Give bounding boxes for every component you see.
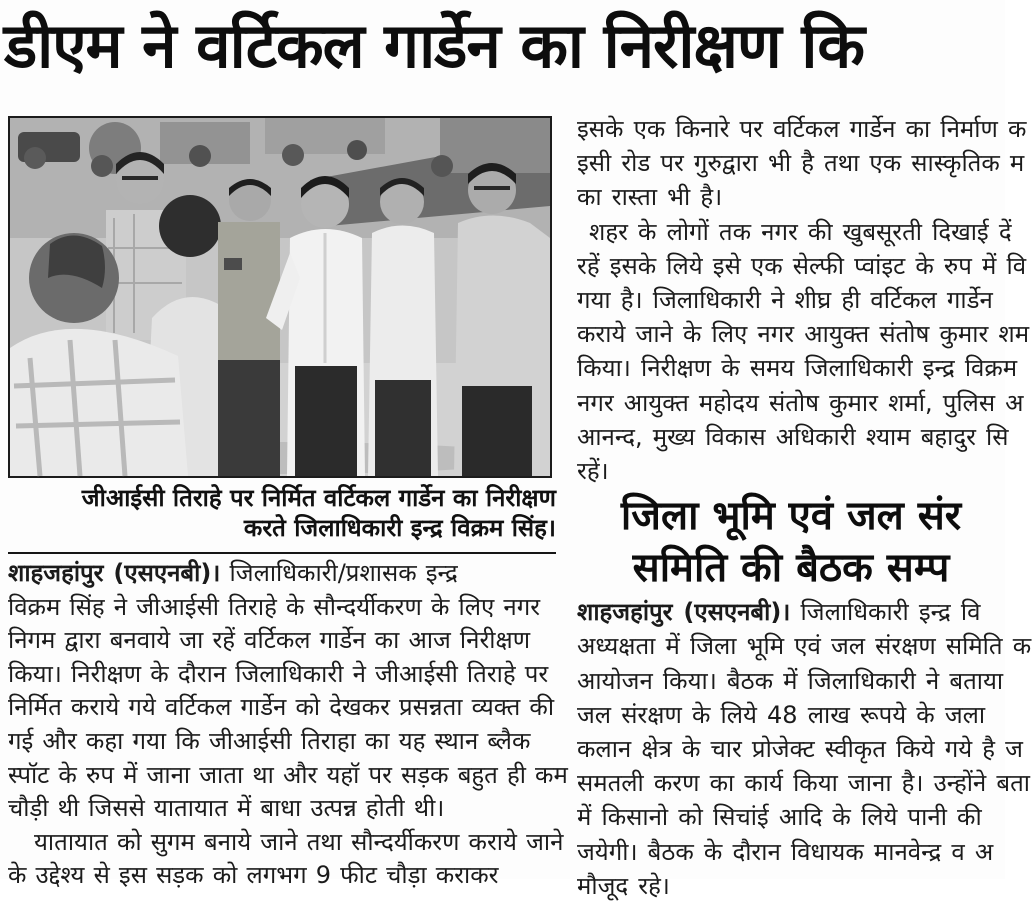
- right-column: [577, 112, 1032, 903]
- article-line: किया। निरीक्षण के समय जिलाधिकारी इन्द्र विक्रम: [577, 354, 1018, 383]
- dateline: शाहजहांपुर (एसएनबी)।: [8, 559, 221, 587]
- article-line: मौजूद रहे।: [577, 871, 670, 900]
- news-photo-illustration: [10, 118, 550, 476]
- photo-caption: [8, 483, 556, 543]
- article-line-text: जिलाधिकारी इन्द्र वि: [800, 598, 981, 627]
- news-photo: [8, 116, 552, 478]
- article-line: जल संरक्षण के लिये 48 लाख रूपये के जला: [577, 700, 986, 729]
- article-line: विक्रम सिंह ने जीआईसी तिराहे के सौन्दर्यीकरण के लिए नगर: [8, 592, 541, 621]
- article-line: रहें।: [577, 457, 609, 486]
- left-article-body: [8, 557, 568, 893]
- article-line: आयोजन किया। बैठक में जिलाधिकारी ने बताया: [577, 666, 1004, 695]
- article-line: में किसानो को सिचांई आदि के लिये पानी की: [577, 803, 982, 832]
- article-line: निगम द्वारा बनवाये जा रहें वर्टिकल गार्डेन का आज निरीक्षण: [8, 626, 531, 655]
- photo-caption-line1: जीआईसी तिराहे पर निर्मित वर्टिकल गार्डेन का निरीक्षण: [81, 484, 556, 512]
- article-line: रहें इसके लिये इसे एक सेल्फी प्वांइट के रुप में वि: [577, 251, 1027, 280]
- second-headline-line2: समिति की बैठक सम्प: [632, 545, 950, 592]
- article-line: इसके एक किनारे पर वर्टिकल गार्डेन का निर्माण क: [577, 115, 1027, 143]
- article-line: गई और कहा गया कि जीआईसी तिराहा का यह स्थान ब्लैक: [8, 726, 531, 755]
- article-line: [577, 595, 1032, 629]
- left-column: [8, 116, 568, 893]
- article-line-text: जिलाधिकारी/प्रशासक इन्द्र: [229, 559, 458, 587]
- article-line: नगर आयुक्त महोदय संतोष कुमार शर्मा, पुलिस अ: [577, 388, 1024, 417]
- second-headline-line1: जिला भूमि एवं जल संर: [620, 493, 962, 540]
- article-line: स्पॉट के रुप में जाना जाता था और यहॉ पर सड़क बहुत ही कम: [8, 760, 568, 789]
- caption-divider: [8, 552, 556, 554]
- article-line: कराये जाने के लिए नगर आयुक्त संतोष कुमार शम: [577, 320, 1030, 349]
- article-line: किया। निरीक्षण के दौरान जिलाधिकारी ने जीआईसी तिराहे पर: [8, 659, 549, 688]
- article-line: चौड़ी थी जिससे यातायात में बाधा उत्पन्न होती थी।: [8, 794, 445, 823]
- main-headline: डीएम ने वर्टिकल गार्डेन का निरीक्षण कि: [4, 9, 864, 82]
- article-line: अध्यक्षता में जिला भूमि एवं जल संरक्षण समिति क: [577, 632, 1032, 661]
- right-article1-body: [577, 112, 1032, 488]
- article-line: कलान क्षेत्र के चार प्रोजेक्ट स्वीकृत किये गये है ज: [577, 735, 1023, 764]
- article-line: गया है। जिलाधिकारी ने शीघ्र ही वर्टिकल गार्डेन: [577, 286, 993, 315]
- article-line: के उद्देश्य से इस सड़क को लगभग 9 फीट चौड़ा कराकर: [8, 861, 499, 890]
- dateline: शाहजहांपुर (एसएनबी)।: [577, 598, 791, 627]
- right-article2-body: [577, 595, 1032, 903]
- article-line: का रास्ता भी है।: [577, 183, 723, 212]
- photo-caption-line2: करते जिलाधिकारी इन्द्र विक्रम सिंह।: [243, 514, 556, 542]
- article-line: निर्मित कराये गये वर्टिकल गार्डेन को देखकर प्रसन्नता व्यक्त की: [8, 693, 555, 722]
- article-line: यातायात को सुगम बनाये जाने तथा सौन्दर्यीकरण कराये जाने: [34, 827, 564, 856]
- article-line: [8, 557, 556, 591]
- second-headline: [577, 490, 1005, 594]
- article-line: जयेगी। बैठक के दौरान विधायक मानवेन्द्र व अ: [577, 837, 994, 866]
- article-line: आनन्द, मुख्य विकास अधिकारी श्याम बहादुर सि: [577, 422, 1009, 451]
- article-line: शहर के लोगों तक नगर की खुबसूरती दिखाई दें: [589, 217, 1012, 246]
- article-line: समतली करण का कार्य किया जाना है। उन्होंने बता: [577, 769, 1030, 798]
- article-line: इसी रोड पर गुरुद्वारा भी है तथा एक सास्कृतिक म: [577, 149, 1025, 178]
